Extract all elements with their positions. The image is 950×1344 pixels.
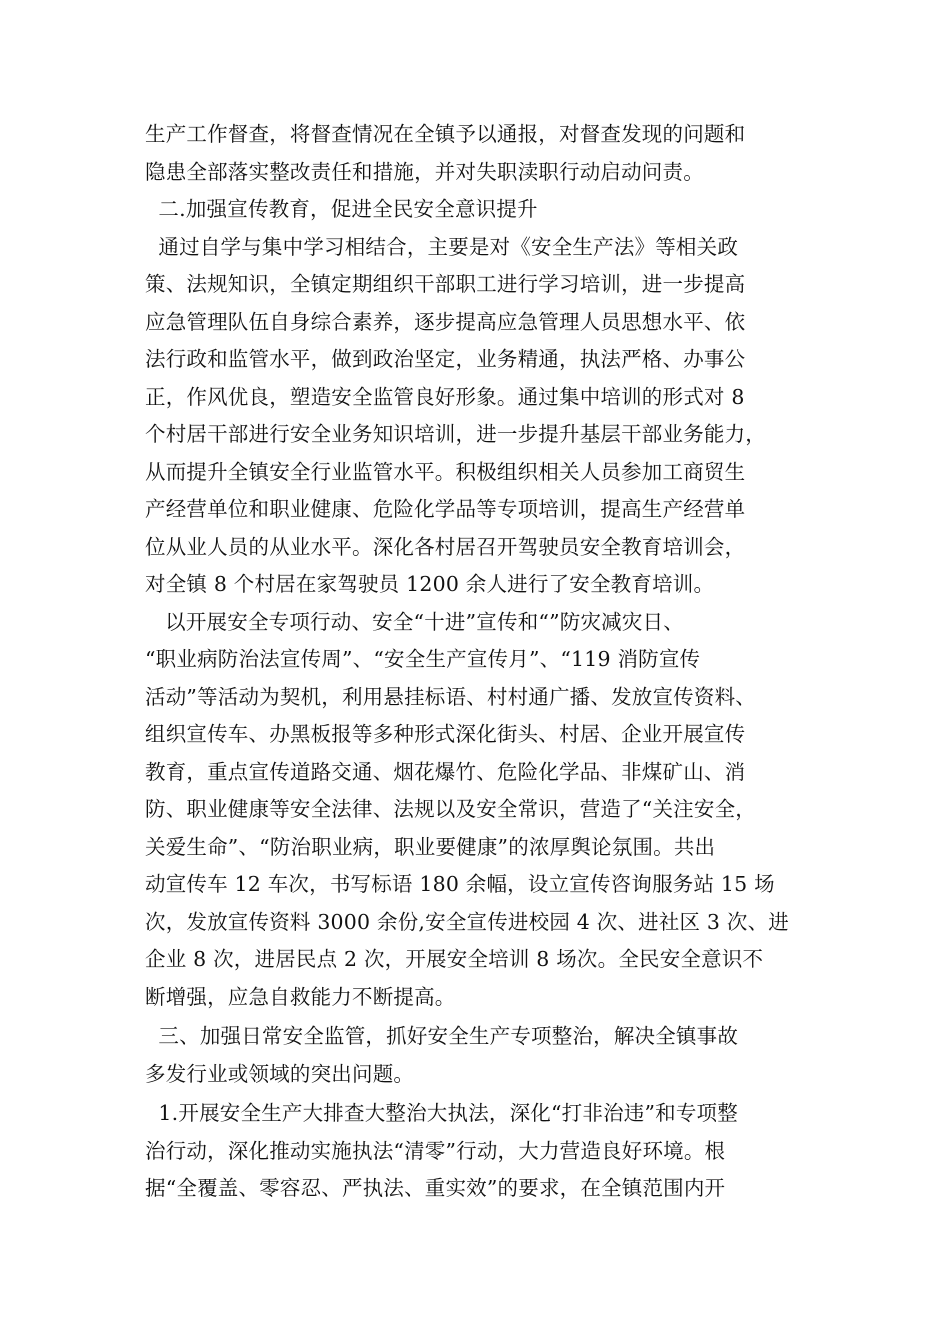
- text-line: 断增强，应急自救能力不断提高。: [145, 984, 456, 1009]
- text-line: 治行动，深化推动实施执法“清零”行动，大力营造良好环境。根: [145, 1138, 726, 1163]
- text-line: “职业病防治法宣传周”、“安全生产宣传月”、“119 消防宣传: [145, 647, 701, 671]
- text-line: 活动”等活动为契机，利用悬挂标语、村村通广播、发放宣传资料、: [145, 684, 756, 709]
- section-heading: 二.加强宣传教育，促进全民安全意识提升: [145, 197, 538, 221]
- text-line: 据“全覆盖、零容忍、严执法、重实效”的要求，在全镇范围内开: [145, 1176, 726, 1200]
- text-line: 1.开展安全生产大排查大整治大执法，深化“打非治违”和专项整: [145, 1101, 738, 1125]
- text-line: 动宣传车 12 车次，书写标语 180 余幅，设立宣传咨询服务站 15 场: [145, 872, 775, 896]
- text-line: 组织宣传车、办黑板报等多种形式深化街头、村居、企业开展宣传: [145, 722, 746, 746]
- text-line: 对全镇 8 个村居在家驾驶员 1200 余人进行了安全教育培训。: [145, 572, 715, 596]
- section-heading: 三、加强日常安全监管，抓好安全生产专项整治，解决全镇事故: [145, 1024, 739, 1048]
- text-line: 防、职业健康等安全法律、法规以及安全常识，营造了“关注安全，: [145, 797, 756, 821]
- text-line: 策、法规知识，全镇定期组织干部职工进行学习培训，进一步提高: [145, 272, 746, 296]
- text-line: 以开展安全专项行动、安全“十进”宣传和“”防灾减灾日、: [145, 609, 684, 634]
- text-line: 教育，重点宣传道路交通、烟花爆竹、危险化学品、非煤矿山、消: [145, 759, 746, 784]
- text-line: 通过自学与集中学习相结合，主要是对《安全生产法》等相关政: [145, 234, 739, 259]
- text-line: 正，作风优良，塑造安全监管良好形象。通过集中培训的形式对 8: [145, 384, 745, 409]
- text-line: 多发行业或领域的突出问题。: [145, 1061, 415, 1086]
- text-line: 次，发放宣传资料 3000 余份,安全宣传进校园 4 次、进社区 3 次、进: [145, 909, 789, 934]
- text-line: 从而提升全镇安全行业监管水平。积极组织相关人员参加工商贸生: [145, 459, 746, 484]
- text-line: 企业 8 次，进居民点 2 次，开展安全培训 8 场次。全民安全意识不: [145, 947, 764, 971]
- text-line: 关爱生命”、“防治职业病，职业要健康”的浓厚舆论氛围。共出: [145, 834, 716, 859]
- text-line: 应急管理队伍自身综合素养，逐步提高应急管理人员思想水平、依: [145, 309, 746, 334]
- text-line: 法行政和监管水平，做到政治坚定，业务精通，执法严格、办事公: [145, 347, 746, 371]
- text-line: 生产工作督查，将督查情况在全镇予以通报，对督查发现的问题和: [145, 122, 746, 146]
- text-line: 个村居干部进行安全业务知识培训，进一步提升基层干部业务能力，: [145, 422, 766, 446]
- text-line: 产经营单位和职业健康、危险化学品等专项培训，提高生产经营单: [145, 497, 746, 521]
- text-line: 位从业人员的从业水平。深化各村居召开驾驶员安全教育培训会，: [145, 534, 746, 559]
- document-body: [145, 116, 813, 1208]
- text-line: 隐患全部落实整改责任和措施，并对失职渎职行动启动问责。: [145, 159, 704, 184]
